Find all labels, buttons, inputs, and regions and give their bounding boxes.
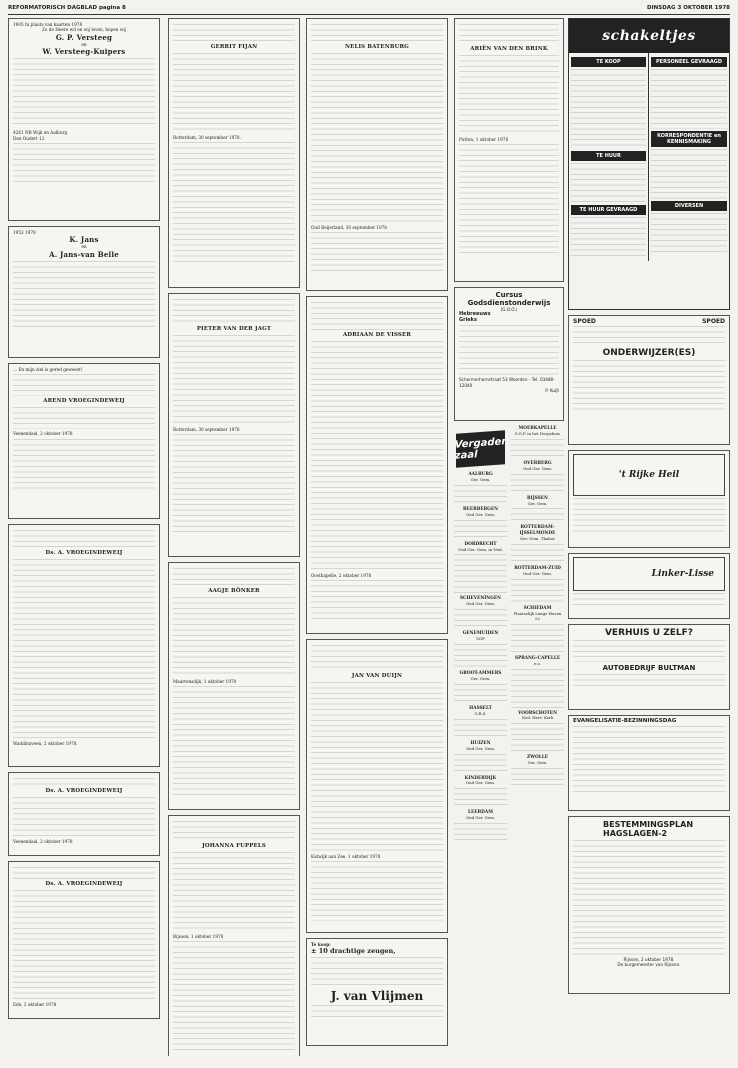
announcement-head: 1953 1978 [13, 230, 36, 235]
bestemmingsplan-place: Rijssen, 2 oktober 1978. [623, 957, 675, 962]
bestemmingsplan-title: BESTEMMINGSPLAN HAGSLAGEN-2 [603, 820, 694, 838]
tag-te-huur-gevraagd: TE HUUR GEVRAAGD [571, 205, 646, 215]
obituary-batenburg [306, 18, 448, 291]
text-lines [173, 941, 295, 1051]
text-lines [311, 1005, 443, 1017]
ad-name: J. van Vlijmen [330, 989, 424, 1004]
announcement-name: Ds. A. VROEGINDEWEIJ [45, 788, 123, 794]
text-lines [573, 360, 725, 410]
text-lines [459, 55, 559, 135]
text-lines [311, 53, 443, 223]
text-lines [573, 640, 725, 662]
text-lines [13, 867, 155, 879]
classifieds-right [649, 53, 729, 261]
announcement-versteeg [8, 18, 160, 221]
announcement-place: Katwijk aan Zee, 1 oktober 1978 [311, 854, 381, 859]
tag-te-koop: TE KOOP [571, 57, 646, 67]
church-detail: S.G.P. in het Dorpshuis [515, 430, 560, 436]
text-lines [454, 644, 507, 669]
church-detail: Ger. Gem. [470, 476, 491, 482]
column-1 [8, 18, 160, 1056]
church-item [454, 507, 507, 540]
church-name: GROOT-AMMERS [459, 671, 502, 677]
text-lines [311, 957, 443, 987]
text-lines [651, 69, 727, 129]
cursus-location: Schermerhornstraat 53 Woerden - Tel. 03480-12040 [459, 377, 555, 388]
obituary-de-visser [306, 296, 448, 634]
church-item [511, 755, 564, 788]
column-5 [568, 18, 730, 1056]
church-detail: Oud Ger. Gem. [465, 601, 496, 607]
text-lines [454, 754, 507, 774]
rijke-heil-ad [568, 450, 730, 548]
text-lines [311, 24, 443, 42]
text-lines [459, 144, 559, 254]
linker-lisse-logo: Linker-Lisse [573, 557, 725, 591]
text-lines [13, 890, 155, 1000]
text-lines [459, 24, 559, 44]
text-lines [573, 593, 725, 605]
obituary-fuppels [168, 815, 300, 1056]
text-lines [454, 823, 507, 843]
obituary-vroegindeweij-2 [8, 772, 160, 856]
text-lines [571, 163, 646, 203]
church-detail: Oud Ger. Gem. [522, 571, 553, 577]
church-name: OVERBERG [523, 460, 552, 466]
text-lines [573, 326, 725, 346]
church-name: ROTTERDAM-ZUID [514, 566, 561, 572]
text-lines [13, 261, 155, 331]
church-item [511, 711, 564, 754]
text-lines [454, 485, 507, 505]
church-name: AALBURG [468, 472, 493, 477]
spoed-right: SPOED [702, 318, 725, 325]
announcement-name2: A. Jans-van Belle [49, 249, 119, 259]
text-lines [13, 559, 155, 739]
obituary-bonker [168, 562, 300, 810]
church-detail: Oud Ger. Gem. [465, 780, 496, 786]
text-lines [311, 580, 443, 620]
announcement-place: Rotterdam, 30 september 1978 [173, 427, 240, 432]
church-name: MOERKAPELLE [518, 426, 557, 431]
church-name: HUIZEN [470, 740, 491, 746]
spoed-left: SPOED [573, 318, 596, 325]
announcement-place: Oostkapelle, 2 oktober 1978 [311, 573, 372, 578]
text-lines [13, 58, 155, 128]
text-lines [511, 624, 564, 654]
church-name: BEERBERGEN [462, 506, 499, 512]
announcement-name: ARIËN VAN DEN BRINK [470, 46, 548, 52]
text-lines [173, 568, 295, 586]
tag-te-huur: TE HUUR [571, 151, 646, 161]
text-lines [173, 434, 295, 534]
classifieds-left [569, 53, 649, 261]
church-item [454, 596, 507, 629]
text-lines [173, 821, 295, 841]
tag-korrespondentie: KORRESPONDENTIE en KENNISMAKING [651, 131, 727, 147]
announcement-name: PIETER VAN DER JAGT [196, 326, 272, 332]
obituary-van-den-brink [454, 18, 564, 282]
church-name: ZWOLLE [526, 755, 549, 761]
church-item [454, 810, 507, 843]
church-name: GENEMUIDEN [462, 631, 499, 637]
text-lines [13, 374, 155, 396]
announcement-name2: W. Versteeg-Kuipers [42, 47, 126, 57]
church-services [454, 426, 564, 845]
church-item [454, 472, 507, 505]
text-lines [571, 69, 646, 149]
text-lines [311, 232, 443, 272]
text-lines [173, 335, 295, 425]
text-lines [573, 674, 725, 686]
church-detail: SGP [476, 636, 485, 642]
text-lines [573, 498, 725, 534]
text-lines [573, 840, 725, 955]
church-detail: Ger. Gem. Thabor [519, 536, 555, 542]
church-detail: Ger. Gem. [527, 500, 548, 506]
announcement-name: AREND VROEGINDEWEIJ [43, 398, 125, 405]
announcement-place: Oud Beijerland, 30 september 1978 [311, 225, 387, 230]
text-lines [651, 213, 727, 253]
text-lines [311, 645, 443, 671]
church-detail: Ned. Herv. Kerk [521, 715, 554, 721]
church-detail: Oud Ger. Gem. [465, 745, 496, 751]
page-header [8, 4, 730, 15]
text-lines [454, 684, 507, 704]
obituary-vroegindeweij-1 [8, 524, 160, 767]
cursus-grieks: Grieks [459, 316, 477, 323]
church-detail: Oud Ger. Gem. in Ned. [458, 546, 503, 552]
church-item [454, 631, 507, 669]
linker-lisse-ad [568, 553, 730, 619]
announcement-name: ADRIAAN DE VISSER [342, 332, 412, 338]
bestemmingsplan-signed: De burgemeester van Rijssen. [617, 962, 681, 968]
text-lines [173, 597, 295, 677]
text-lines [511, 768, 564, 788]
text-lines [13, 778, 155, 786]
announcement-name: G. P. Versteeg [55, 32, 113, 42]
spoed-ad [568, 315, 730, 445]
church-name: SCHIEDAM [523, 605, 552, 611]
text-lines [454, 554, 507, 594]
schakeltjes-title: schakeltjes [569, 19, 729, 53]
text-lines [311, 861, 443, 921]
verhuis-title: VERHUIS U ZELF? [604, 628, 694, 638]
cursus-hebreeuws: Hebreeuws [459, 311, 491, 318]
text-lines [511, 723, 564, 753]
announcement-place: Putten, 1 oktober 1978 [459, 137, 509, 142]
church-item [454, 706, 507, 739]
text-lines [454, 609, 507, 629]
announcement-name: AAGJE BÖNKER [208, 588, 260, 594]
announcement-name: Ds. A. VROEGINDEWEIJ [45, 550, 123, 556]
announcement-place: Waddinxveen, 2 oktober 1978. [13, 741, 78, 746]
church-name: KINDERDIJK [464, 775, 497, 781]
church-name: SCHEVENINGEN [459, 596, 502, 602]
text-lines [459, 325, 559, 375]
cursus-signed: P. Kuijt [545, 388, 559, 394]
church-item [511, 496, 564, 524]
church-detail: Plaatselijk Lange Haven 52 [513, 610, 562, 621]
announcement-name: JAN VAN DUIJN [351, 673, 403, 679]
announcement-name: NELIS BATENBURG [345, 44, 409, 50]
announcement-jans [8, 226, 160, 358]
announcement-place: Rotterdam, 30 september 1978. [173, 135, 241, 140]
vergaderzaal-logo: Vergader zaal [456, 430, 505, 467]
church-item [511, 656, 564, 709]
church-name: DORDRECHT [464, 541, 497, 547]
schakeltjes-classifieds [568, 18, 730, 310]
text-lines [173, 142, 295, 262]
tag-personeel: PERSONEEL GEVRAAGD [651, 57, 727, 67]
ad-title: Te koop: [311, 942, 331, 947]
church-name: SPRANG-CAPELLE [514, 655, 561, 661]
announcement-sub: Zo de Heere wil en wij leven, hopen wij [42, 27, 126, 33]
announcement-place: Maartensdijk, 1 oktober 1978 [173, 679, 237, 684]
church-name: LEERDAM [468, 810, 493, 816]
text-lines [173, 852, 295, 932]
text-lines [13, 439, 155, 489]
announcement-date: Den Oudert 12 [13, 135, 45, 141]
church-detail: Oud Ger. Gem. [522, 465, 553, 471]
church-item [511, 566, 564, 604]
header-left: REFORMATORISCH DAGBLAD pagina 8 [8, 5, 126, 11]
church-item [454, 542, 507, 595]
announcement-en: en [81, 41, 87, 47]
rijke-heil-banner: 't Rijke Heil [573, 454, 725, 496]
church-name: RIJSSEN [527, 495, 548, 501]
announcement-place: Veenendaal, 2 oktober 1978 [13, 431, 73, 437]
announcement-head: ... En mijn ziel is gered geweest! [13, 367, 83, 372]
column-4 [454, 18, 564, 1056]
verhuis-company: AUTOBEDRIJF BULTMAN [602, 664, 696, 672]
evangelisatie-title: EVANGELISATIE-BEZINNINGSDAG [573, 718, 677, 724]
text-lines [13, 797, 155, 837]
church-name: ROTTERDAM-IJSSELMONDE [519, 525, 556, 537]
text-lines [311, 682, 443, 852]
text-lines [651, 149, 727, 199]
classifieds-grid [569, 53, 729, 261]
church-name: VOORSCHOTEN [517, 710, 558, 716]
bestemmingsplan-ad [568, 816, 730, 994]
text-lines [454, 520, 507, 540]
church-detail: G.B.S. [474, 710, 487, 716]
obituary-van-duijn [306, 639, 448, 933]
obituary-arend [8, 363, 160, 519]
obituary-vroegindeweij-3 [8, 861, 160, 1019]
text-lines [311, 341, 443, 571]
announcement-place: Ede, 2 oktober 1978 [13, 1002, 57, 1007]
column-2 [168, 18, 300, 1056]
text-lines [454, 719, 507, 739]
church-name: HASSELT [469, 705, 492, 711]
announcement-name: GERRIT FIJAN [210, 44, 258, 50]
spoed-headline: ONDERWIJZER(ES) [602, 348, 696, 359]
announcement-name: JOHANNA FUPPELS [202, 843, 266, 849]
text-lines [311, 302, 443, 330]
church-col-right [511, 426, 564, 845]
cursus-ad [454, 287, 564, 421]
column-3 [306, 18, 448, 1056]
text-lines [13, 530, 155, 548]
announcement-place: 4261 NB Wijk en Aalburg [13, 130, 68, 136]
verhuis-ad [568, 624, 730, 710]
text-lines [13, 407, 155, 429]
church-item [511, 461, 564, 494]
announcement-head: 1905 In plaats van kaarten 1978 [13, 22, 83, 27]
ad-text: ± 10 drachtige zeugen, [311, 947, 396, 956]
church-detail: e.o. [533, 660, 542, 666]
text-lines [511, 508, 564, 523]
cursus-sub: (G.O.O.) [500, 307, 518, 312]
cursus-title: Cursus Godsdienstonderwijs [467, 291, 551, 307]
text-lines [13, 143, 155, 183]
text-lines [511, 579, 564, 604]
church-item [454, 741, 507, 774]
announcement-name: K. Jans [69, 235, 99, 245]
church-col-left [454, 426, 507, 845]
obituary-fijan [168, 18, 300, 288]
text-lines [571, 217, 646, 257]
announcement-name: Ds. A. VROEGINDEWEIJ [45, 881, 123, 887]
church-item [511, 426, 564, 459]
text-lines [511, 544, 564, 564]
church-item [511, 525, 564, 564]
obituary-van-der-jagt [168, 293, 300, 557]
church-detail: Ger. Gem. [470, 675, 491, 681]
text-lines [454, 788, 507, 808]
announcement-en: en [81, 244, 87, 250]
header-right: DINSDAG 3 OKTOBER 1978 [647, 5, 730, 11]
text-lines [511, 669, 564, 709]
ad-te-koop-zeugen [306, 938, 448, 1046]
announcement-place: Rijssen, 1 oktober 1978 [173, 934, 224, 939]
tag-diversen: DIVERSEN [651, 201, 727, 211]
text-lines [173, 686, 295, 796]
text-lines [511, 439, 564, 459]
church-item [454, 776, 507, 809]
text-lines [173, 299, 295, 324]
text-lines [573, 726, 725, 796]
church-detail: Oud Ger. Gem. [465, 815, 496, 821]
announcement-place: Veenendaal, 2 oktober 1978 [13, 839, 73, 844]
text-lines [173, 53, 295, 133]
church-item [454, 671, 507, 704]
text-lines [173, 24, 295, 42]
spoed-row [573, 319, 725, 324]
church-detail: Oud Ger. Gem. [465, 511, 496, 517]
church-detail: Ger. Gem. [527, 760, 548, 766]
evangelisatie-ad [568, 715, 730, 811]
church-item [511, 606, 564, 654]
text-lines [511, 474, 564, 494]
